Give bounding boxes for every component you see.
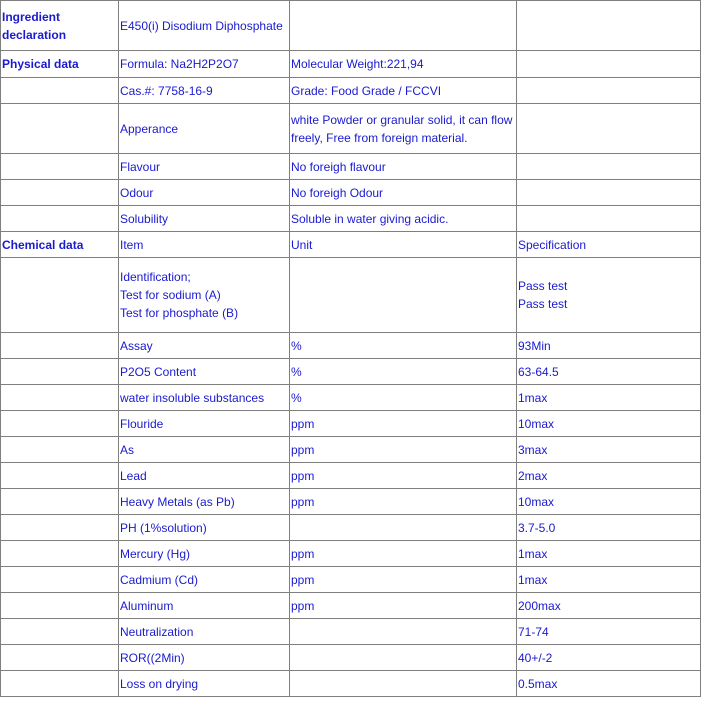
specification-cell	[517, 258, 701, 333]
table-row	[1, 515, 701, 541]
cell-line: Identification;	[120, 270, 191, 284]
detail-cell: ppm	[290, 593, 517, 619]
section-label-cell	[1, 463, 119, 489]
detail-cell	[290, 515, 517, 541]
specification-cell	[517, 51, 701, 78]
section-label-cell	[1, 619, 119, 645]
detail-cell: ppm	[290, 489, 517, 515]
detail-cell	[290, 671, 517, 697]
table-row	[1, 180, 701, 206]
section-label-cell	[1, 567, 119, 593]
table-row	[1, 258, 701, 333]
section-label-cell	[1, 154, 119, 180]
item-cell: Neutralization	[119, 619, 290, 645]
detail-cell	[290, 645, 517, 671]
section-label-cell	[1, 541, 119, 567]
specification-cell: 1max	[517, 567, 701, 593]
table-row	[1, 411, 701, 437]
section-label-cell	[1, 593, 119, 619]
section-label-cell	[1, 333, 119, 359]
item-cell: Aluminum	[119, 593, 290, 619]
item-cell: Apperance	[119, 104, 290, 154]
table-row	[1, 489, 701, 515]
section-label-cell	[1, 489, 119, 515]
section-label-cell: Ingredient declaration	[1, 1, 119, 51]
detail-cell: No foreigh flavour	[290, 154, 517, 180]
specification-cell: 10max	[517, 411, 701, 437]
item-cell: Solubility	[119, 206, 290, 232]
table-row	[1, 645, 701, 671]
table-row	[1, 206, 701, 232]
section-label-cell	[1, 645, 119, 671]
specification-cell: Specification	[517, 232, 701, 258]
item-cell: E450(i) Disodium Diphosphate	[119, 1, 290, 51]
specification-cell: 200max	[517, 593, 701, 619]
item-cell: PH (1%solution)	[119, 515, 290, 541]
table-row	[1, 671, 701, 697]
table-row	[1, 593, 701, 619]
table-row	[1, 333, 701, 359]
section-label-cell: Physical data	[1, 51, 119, 78]
section-label-cell	[1, 258, 119, 333]
table-row	[1, 232, 701, 258]
specification-cell: 93Min	[517, 333, 701, 359]
item-cell: Flavour	[119, 154, 290, 180]
section-label-cell	[1, 385, 119, 411]
specification-cell: 1max	[517, 385, 701, 411]
detail-cell: Unit	[290, 232, 517, 258]
item-cell: Loss on drying	[119, 671, 290, 697]
detail-cell: ppm	[290, 463, 517, 489]
detail-cell: Soluble in water giving acidic.	[290, 206, 517, 232]
table-row	[1, 385, 701, 411]
section-label-cell: Chemical data	[1, 232, 119, 258]
section-label-cell	[1, 411, 119, 437]
specification-cell	[517, 206, 701, 232]
cell-line: Test for sodium (A)	[120, 288, 221, 302]
cell-line: Pass test	[518, 279, 568, 293]
section-label-cell	[1, 437, 119, 463]
detail-cell: ppm	[290, 567, 517, 593]
item-cell	[119, 258, 290, 333]
table-row	[1, 104, 701, 154]
specification-cell: 10max	[517, 489, 701, 515]
section-label-cell	[1, 206, 119, 232]
specification-cell	[517, 78, 701, 104]
specification-cell	[517, 154, 701, 180]
section-label-cell	[1, 515, 119, 541]
section-label-cell	[1, 104, 119, 154]
section-label-cell	[1, 180, 119, 206]
specification-cell: 63-64.5	[517, 359, 701, 385]
item-cell: Odour	[119, 180, 290, 206]
detail-cell: No foreigh Odour	[290, 180, 517, 206]
item-cell: Formula: Na2H2P2O7	[119, 51, 290, 78]
item-cell: Flouride	[119, 411, 290, 437]
detail-cell: %	[290, 359, 517, 385]
detail-cell: ppm	[290, 411, 517, 437]
table-row	[1, 154, 701, 180]
specification-cell: 0.5max	[517, 671, 701, 697]
specification-table-body	[1, 1, 701, 697]
item-cell: Assay	[119, 333, 290, 359]
specification-cell: 3max	[517, 437, 701, 463]
table-row	[1, 437, 701, 463]
table-row	[1, 541, 701, 567]
item-cell: Lead	[119, 463, 290, 489]
table-row	[1, 619, 701, 645]
detail-cell: ppm	[290, 437, 517, 463]
detail-cell	[290, 1, 517, 51]
detail-cell: Molecular Weight:221,94	[290, 51, 517, 78]
table-row	[1, 359, 701, 385]
detail-cell	[290, 258, 517, 333]
item-cell: water insoluble substances	[119, 385, 290, 411]
detail-cell	[290, 619, 517, 645]
table-row	[1, 78, 701, 104]
section-label-cell	[1, 671, 119, 697]
specification-cell	[517, 104, 701, 154]
specification-cell: 40+/-2	[517, 645, 701, 671]
specification-cell: 1max	[517, 541, 701, 567]
item-cell: Heavy Metals (as Pb)	[119, 489, 290, 515]
specification-cell: 2max	[517, 463, 701, 489]
item-cell: Cas.#: 7758-16-9	[119, 78, 290, 104]
item-cell: Mercury (Hg)	[119, 541, 290, 567]
specification-cell	[517, 180, 701, 206]
specification-cell	[517, 1, 701, 51]
specification-cell: 3.7-5.0	[517, 515, 701, 541]
table-row	[1, 51, 701, 78]
item-cell: Item	[119, 232, 290, 258]
table-row	[1, 567, 701, 593]
item-cell: P2O5 Content	[119, 359, 290, 385]
section-label-cell	[1, 78, 119, 104]
item-cell: As	[119, 437, 290, 463]
detail-cell: %	[290, 333, 517, 359]
table-row	[1, 463, 701, 489]
item-cell: Cadmium (Cd)	[119, 567, 290, 593]
item-cell: ROR((2Min)	[119, 645, 290, 671]
detail-cell: white Powder or granular solid, it can flow freely, Free from foreign material.	[290, 104, 517, 154]
detail-cell: ppm	[290, 541, 517, 567]
detail-cell: %	[290, 385, 517, 411]
specification-cell: 71-74	[517, 619, 701, 645]
detail-cell: Grade: Food Grade / FCCVI	[290, 78, 517, 104]
table-row	[1, 1, 701, 51]
cell-line: Pass test	[518, 297, 568, 311]
cell-line: Test for phosphate (B)	[120, 306, 239, 320]
section-label-cell	[1, 359, 119, 385]
